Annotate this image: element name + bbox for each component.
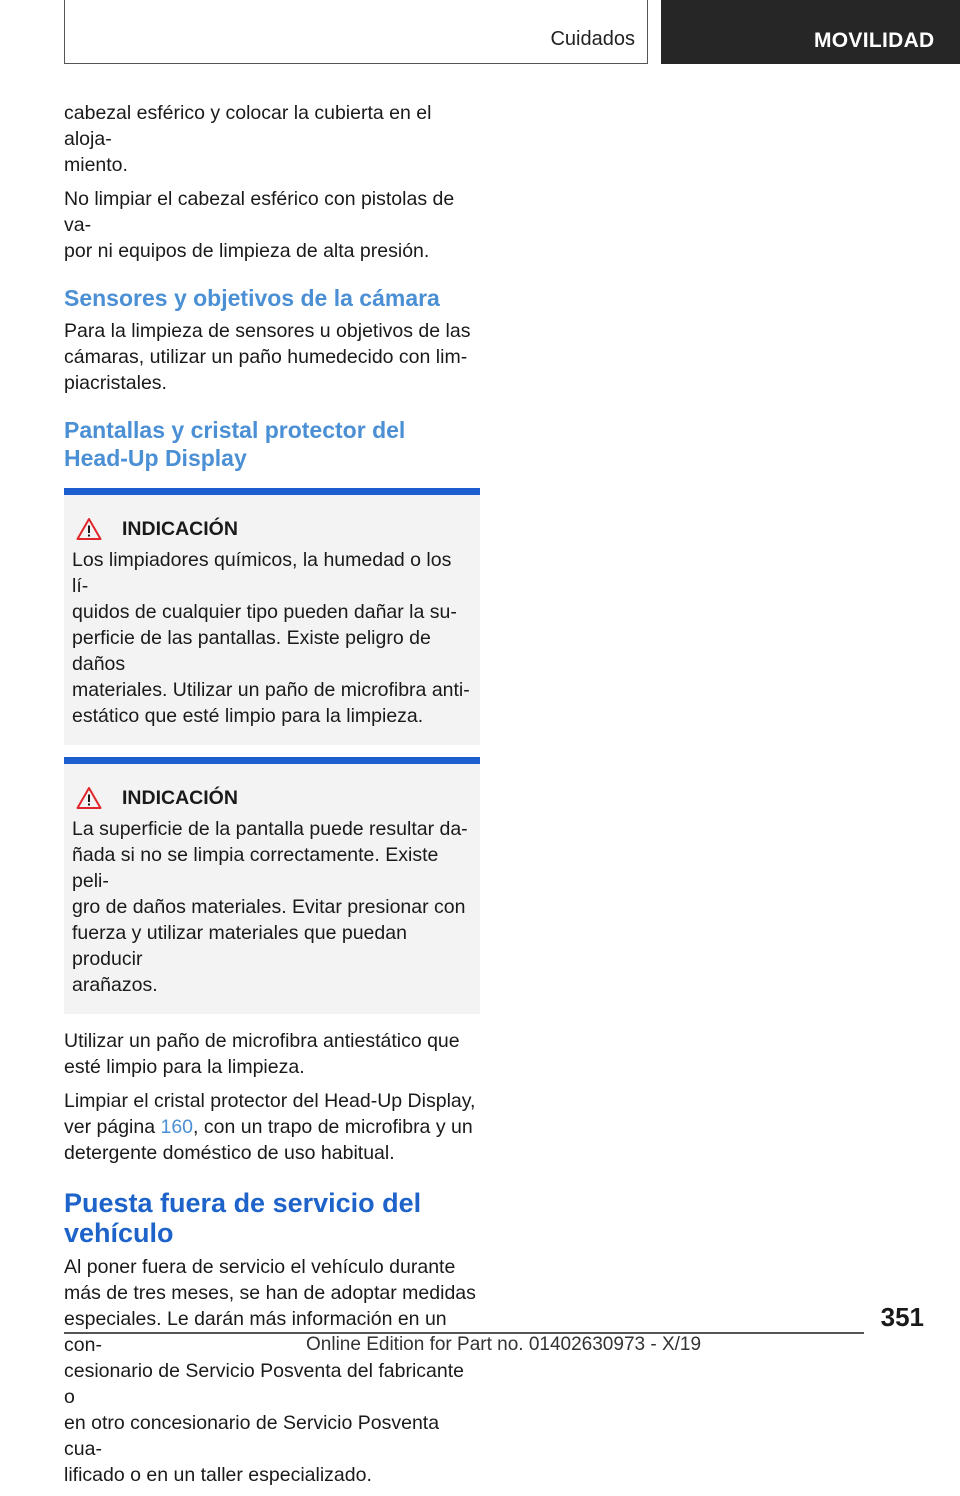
notice-header xyxy=(76,786,472,810)
paragraph-vehicle-storage: Al poner fuera de servicio el vehículo durante más de tres meses, se han de adoptar medidas especiales. Le darán más información en un con- cesionario de Servicio Posventa del fabricante o en otro concesionario de Servicio Posventa cua- lificado o en un taller especializado. xyxy=(64,1256,476,1486)
notice-text: La superficie de la pantalla puede resultar da- ñada si no se limpia correctamente. Existe peli- gro de daños materiales. Evitar presionar con fuerza y utilizar materiales que puedan producir arañazos. xyxy=(72,818,468,996)
chapter-tab[interactable] xyxy=(661,0,960,64)
chapter-tab-label: MOVILIDAD xyxy=(814,29,935,52)
section-title: Cuidados xyxy=(550,28,635,50)
page-link-160[interactable]: 160 xyxy=(160,1116,194,1138)
notice-box-1 xyxy=(64,488,480,745)
notice-title: INDICACIÓN xyxy=(122,517,238,540)
main-column xyxy=(64,100,480,1496)
notice-title: INDICACIÓN xyxy=(122,786,238,809)
paragraph-hud-cleaning xyxy=(64,1088,480,1166)
hud-text-end: , con un trapo de microfibra y un detergente doméstico de uso habitual. xyxy=(64,1116,473,1164)
hud-text-start: Limpiar el cristal protector del Head-Up Display, ver página xyxy=(64,1090,476,1138)
paragraph-camera-sensors: Para la limpieza de sensores u objetivos de las cámaras, utilizar un paño humedecido con lim- piacristales. xyxy=(64,320,471,394)
notice-box-2 xyxy=(64,757,480,1014)
heading-camera-sensors: Sensores y objetivos de la cámara xyxy=(64,285,440,311)
heading-vehicle-storage: Puesta fuera de servicio del vehículo xyxy=(64,1188,422,1248)
heading-displays: Pantallas y cristal protector del Head-Up Display xyxy=(64,417,406,471)
paragraph-steam-cleaner: No limpiar el cabezal esférico con pistolas de va- por ni equipos de limpieza de alta presión. xyxy=(64,188,455,262)
warning-triangle-icon xyxy=(76,786,102,810)
paragraph-ball-head: cabezal esférico y colocar la cubierta en el aloja- miento. xyxy=(64,102,432,176)
footer-edition: Online Edition for Part no. 01402630973 - X/19 xyxy=(306,1334,702,1355)
paragraph-microfiber: Utilizar un paño de microfibra antiestático que esté limpio para la limpieza. xyxy=(64,1030,460,1078)
page-number: 351 xyxy=(880,1302,924,1332)
header-box xyxy=(64,0,648,64)
warning-triangle-icon xyxy=(76,517,102,541)
notice-text: Los limpiadores químicos, la humedad o los lí- quidos de cualquier tipo pueden dañar la su- perficie de las pantallas. Existe peligro de daños materiales. Utilizar un paño de microfibra anti- estático que esté limpio para la limpieza. xyxy=(72,549,470,727)
notice-header xyxy=(76,517,472,541)
